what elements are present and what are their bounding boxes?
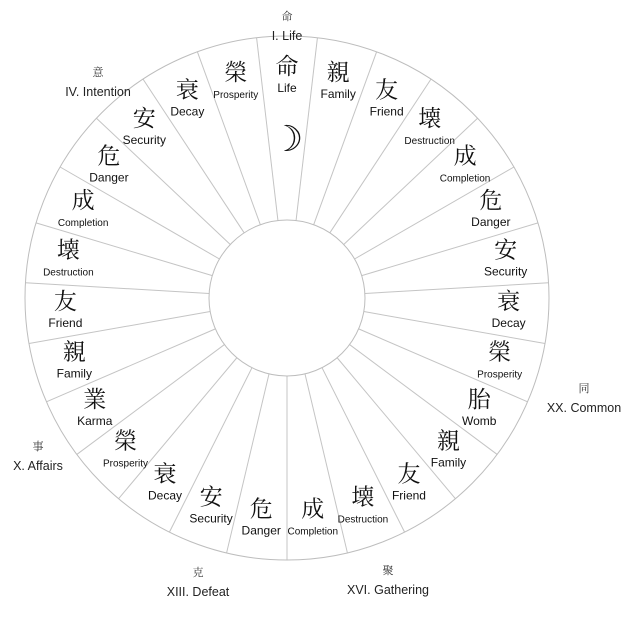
segment-label: Decay <box>491 315 526 330</box>
wheel-spoke <box>365 283 549 294</box>
outer-label <box>167 565 230 599</box>
wheel-segment <box>440 143 491 184</box>
segment-label: Security <box>122 132 166 147</box>
segment-kanji: 安 <box>199 484 223 511</box>
segment-kanji: 胎 <box>467 387 491 413</box>
segment-kanji: 危 <box>479 188 503 215</box>
segment-kanji: 危 <box>249 496 273 523</box>
segment-label: Family <box>320 86 356 101</box>
segment-kanji: 安 <box>494 237 518 264</box>
segment-kanji: 榮 <box>114 428 138 455</box>
segment-kanji: 友 <box>375 77 399 104</box>
segment-kanji: 友 <box>397 461 421 488</box>
outer-label-text: X. Affairs <box>13 459 63 473</box>
segment-label: Security <box>483 264 528 279</box>
wheel-segment <box>370 78 404 119</box>
segment-label: Completion <box>439 173 491 185</box>
segment-label: Completion <box>57 218 109 230</box>
wheel-segment <box>213 60 258 101</box>
wheel-segment <box>321 60 356 101</box>
segment-kanji: 親 <box>436 428 460 455</box>
wheel-segment <box>189 485 232 526</box>
wheel-segment <box>148 461 182 502</box>
segment-kanji: 親 <box>62 339 86 366</box>
segment-label: Friend <box>48 315 83 330</box>
wheel-segment <box>58 188 109 229</box>
wheel-segment <box>484 237 527 278</box>
segment-label: Decay <box>170 104 205 119</box>
wheel-segment <box>287 496 338 537</box>
outer-label <box>13 439 63 473</box>
segment-kanji: 壊 <box>56 237 80 264</box>
segment-kanji: 榮 <box>224 59 248 86</box>
segment-label: Destruction <box>337 514 389 526</box>
wheel-segment <box>471 188 510 229</box>
segment-label: Family <box>56 366 92 381</box>
segment-label: Prosperity <box>477 369 523 381</box>
segment-label: Womb <box>462 414 497 428</box>
outer-label <box>65 66 131 99</box>
wheel-segment <box>48 289 82 330</box>
segment-label: Family <box>430 455 467 470</box>
wheel-segment <box>431 428 466 469</box>
inner-hub <box>209 220 365 376</box>
outer-label <box>547 382 621 415</box>
outer-label-kanji: 命 <box>281 10 293 23</box>
outer-label-text: XIII. Defeat <box>166 585 230 599</box>
wheel-segment <box>404 106 455 147</box>
segment-kanji: 衰 <box>497 288 521 315</box>
outer-label <box>272 9 303 43</box>
outer-label-kanji: 同 <box>578 382 590 395</box>
segment-kanji: 危 <box>97 143 121 170</box>
outer-label-kanji: 事 <box>32 440 44 453</box>
segment-label: Danger <box>471 215 511 230</box>
wheel-segment <box>477 340 522 381</box>
segment-kanji: 衰 <box>153 461 177 488</box>
wheel-segment <box>43 237 94 278</box>
segment-label: Prosperity <box>103 458 149 470</box>
outer-label-text: XX. Common <box>546 401 622 415</box>
segment-label: Completion <box>287 526 339 538</box>
segment-kanji: 安 <box>132 105 156 132</box>
wheel-segment <box>57 340 92 381</box>
segment-kanji: 成 <box>71 188 95 215</box>
segment-label: Destruction <box>43 267 94 279</box>
wheel-segment <box>77 387 113 428</box>
outer-label-kanji: 聚 <box>382 564 394 577</box>
wheel-segment <box>492 289 526 330</box>
segment-label: Karma <box>77 414 113 428</box>
moon-icon: ☽ <box>270 119 304 160</box>
segment-kanji: 業 <box>83 387 107 413</box>
segment-kanji: 親 <box>326 59 350 86</box>
segment-label: Destruction <box>404 135 455 147</box>
outer-label-text: IV. Intention <box>65 85 131 99</box>
wheel-segment <box>123 106 166 147</box>
segment-kanji: 成 <box>453 143 477 170</box>
wheel-segment <box>462 387 497 428</box>
segment-label: Danger <box>241 523 281 538</box>
segment-kanji: 榮 <box>488 339 512 366</box>
outer-label-kanji: 意 <box>92 66 104 79</box>
segment-kanji: 壊 <box>418 105 442 132</box>
segment-kanji: 衰 <box>175 77 199 104</box>
segment-label: Decay <box>148 488 183 503</box>
segment-label: Prosperity <box>213 89 259 101</box>
segment-label: Security <box>189 511 233 526</box>
segment-label: Danger <box>89 170 129 185</box>
segment-label: Friend <box>391 488 426 503</box>
segment-label: Friend <box>369 104 404 119</box>
wheel-segment <box>338 485 389 526</box>
wheel-segment <box>89 143 128 184</box>
wheel-segment <box>276 54 299 95</box>
segment-kanji: 友 <box>53 288 77 315</box>
segment-label: Life <box>277 81 297 95</box>
segment-kanji: 壊 <box>351 484 375 511</box>
wheel-segment <box>242 496 281 537</box>
outer-label-text: I. Life <box>271 29 303 43</box>
wheel-segment <box>392 461 426 502</box>
outer-label-text: XVI. Gathering <box>347 583 429 597</box>
wheel-segment <box>170 78 204 119</box>
wheel-segment <box>103 428 148 469</box>
segment-kanji: 命 <box>275 54 299 80</box>
outer-label-kanji: 克 <box>192 566 204 579</box>
outer-label <box>347 564 429 597</box>
segment-kanji: 成 <box>301 496 325 523</box>
